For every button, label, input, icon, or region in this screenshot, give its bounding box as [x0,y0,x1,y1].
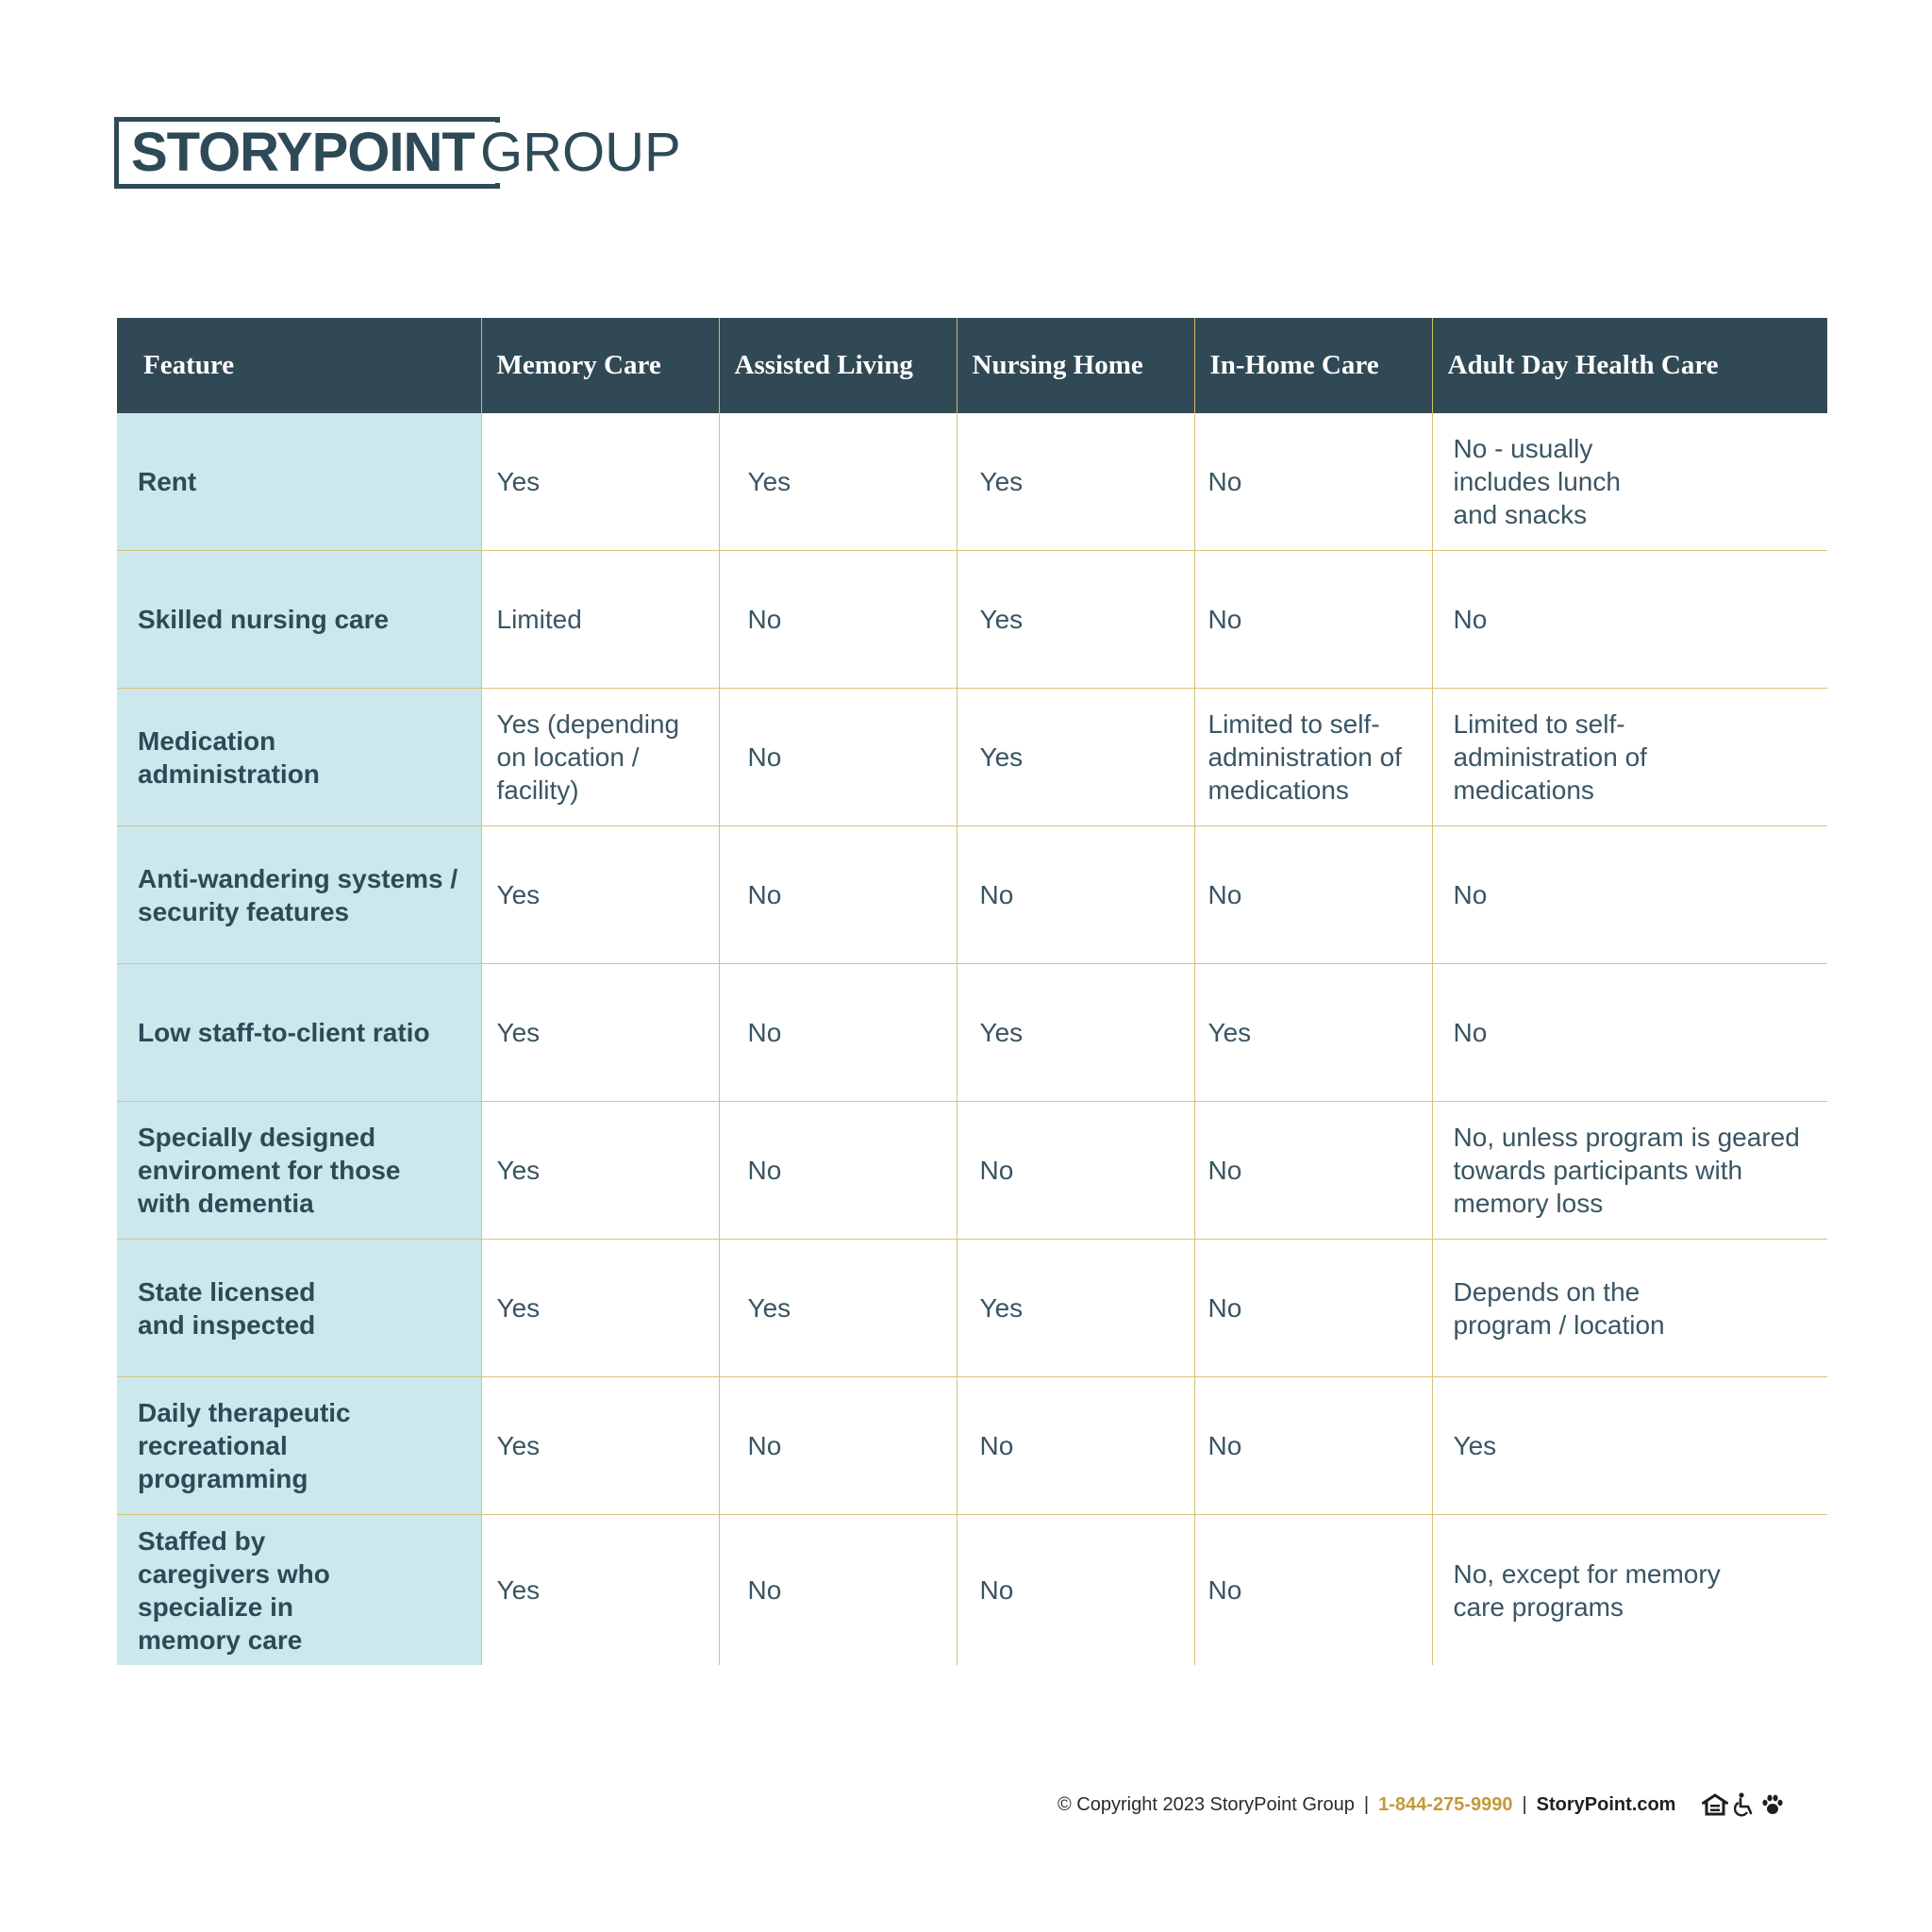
logo-wordmark-storypoint: STORYPOINT [131,122,475,183]
pet-friendly-icon [1760,1793,1785,1816]
header-assisted-living: Assisted Living [719,318,957,413]
feature-cell [117,1515,481,1666]
header-in-home-care: In-Home Care [1194,318,1432,413]
table-cell: No [719,1377,957,1515]
table-cell: Yes [957,964,1194,1102]
feature-cell [117,1240,481,1377]
cell-text: State licensed and inspected [138,1276,316,1340]
logo-wordmark-group: GROUP [480,122,681,183]
cell-text: No - usually includes lunch and snacks [1453,434,1621,529]
phone-number-link[interactable]: 1-844-275-9990 [1378,1793,1513,1815]
table-cell: Yes [481,964,719,1102]
table-cell: Yes [957,689,1194,826]
copyright-text: © Copyright 2023 StoryPoint Group [1058,1793,1355,1815]
table-row [117,689,1827,826]
storypoint-group-logo [114,117,680,196]
table-row [117,1377,1827,1515]
table-cell: No [1194,1515,1432,1666]
footer-separator: | [1522,1793,1527,1815]
care-comparison-table [117,318,1827,1665]
table-cell: No [719,551,957,689]
feature-cell: Low staff-to-client ratio [117,964,481,1102]
table-cell: Yes [481,1515,719,1666]
table-row [117,964,1827,1102]
table-cell: No [957,1377,1194,1515]
feature-cell: Skilled nursing care [117,551,481,689]
footer-icons [1702,1792,1785,1817]
table-cell: Limited to self-administration of medications [1194,689,1432,826]
table-cell: No [719,826,957,964]
cell-text: Staffed by caregivers who specialize in memory care [138,1525,330,1655]
feature-cell [117,1102,481,1240]
table-cell: Yes [957,551,1194,689]
table-cell: No [957,826,1194,964]
table-cell: Yes [481,1240,719,1377]
header-nursing-home: Nursing Home [957,318,1194,413]
cell-text: Specially designed enviroment for those with dementia [138,1123,401,1218]
table-cell: No [1432,964,1827,1102]
table-cell: No [1194,1102,1432,1240]
table-cell [1432,1240,1827,1377]
cell-text: Medication administration [138,725,320,789]
table-cell: Limited [481,551,719,689]
feature-cell [117,1377,481,1515]
table-cell: Yes (depending on location / facility) [481,689,719,826]
equal-housing-icon [1702,1793,1728,1816]
header-adult-day-health-care: Adult Day Health Care [1432,318,1827,413]
table-cell [1432,1515,1827,1666]
table-cell: Yes [481,413,719,551]
page-footer [1058,1789,1785,1821]
table-cell: Yes [957,413,1194,551]
header-memory-care: Memory Care [481,318,719,413]
cell-text: Limited to self-administration of medications [1453,709,1647,805]
table-cell: Yes [481,826,719,964]
table-cell: No [957,1515,1194,1666]
footer-separator: | [1363,1793,1370,1815]
table-cell: No [957,1102,1194,1240]
table-cell: No [719,689,957,826]
table-cell: Yes [1432,1377,1827,1515]
table-row [117,413,1827,551]
header-feature: Feature [117,318,481,413]
table-cell: Yes [719,413,957,551]
table-header-row [117,318,1827,413]
cell-text: No, except for memory care programs [1453,1558,1721,1622]
feature-cell: Anti-wandering systems / security features [117,826,481,964]
table-cell: No [1194,1377,1432,1515]
table-cell: No [1194,1240,1432,1377]
table-cell: No [1432,551,1827,689]
table-cell: Yes [957,1240,1194,1377]
feature-cell [117,689,481,826]
table-cell: No, unless program is geared towards participants with memory loss [1432,1102,1827,1240]
table-cell: No [1194,551,1432,689]
website-link[interactable]: StoryPoint.com [1536,1793,1676,1815]
table-cell: No [1194,826,1432,964]
table-row [117,1240,1827,1377]
table-row [117,826,1827,964]
table-cell: No [1194,413,1432,551]
table-cell: Yes [481,1102,719,1240]
table-cell: Yes [1194,964,1432,1102]
cell-text: Depends on the program / location [1453,1276,1665,1340]
feature-cell: Rent [117,413,481,551]
table-row [117,1102,1827,1240]
cell-text: Daily therapeutic recreational programming [138,1398,351,1493]
table-cell: No [1432,826,1827,964]
table-cell [1432,689,1827,826]
table-cell: Yes [481,1377,719,1515]
table-cell: Yes [719,1240,957,1377]
table-cell: No [719,1102,957,1240]
accessibility-icon [1734,1792,1755,1817]
table-cell: No [719,1515,957,1666]
table-cell [1432,413,1827,551]
table-row [117,551,1827,689]
table-row [117,1515,1827,1666]
table-cell: No [719,964,957,1102]
